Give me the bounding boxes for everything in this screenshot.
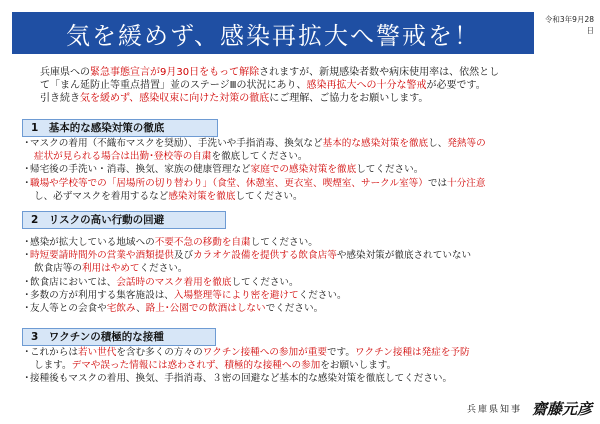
bullet-point: ・ — [22, 138, 32, 149]
emphasis-text: 基本的な感染対策を徹底 — [322, 138, 429, 149]
body-text: これからは — [30, 347, 78, 358]
body-text: を徹底してください。 — [211, 151, 308, 163]
emphasis-text: 家庭での感染対策を徹底 — [250, 164, 357, 176]
emphasis-text: 会話時のマスク着用を徹底 — [116, 276, 232, 288]
list-item — [22, 137, 592, 150]
body-text: 多数の方が利用する集客施設は、 — [30, 289, 174, 301]
body-text: してください。 — [231, 276, 299, 288]
body-text: をお願いします。 — [320, 360, 397, 372]
bullet-point: ・ — [22, 373, 32, 385]
issue-date: 令和3年9月28日 — [544, 15, 594, 35]
body-text: でください。 — [265, 303, 324, 315]
list-item — [22, 177, 592, 190]
list-item — [22, 236, 592, 249]
list-item — [22, 302, 592, 315]
bullet-point: ・ — [22, 250, 32, 262]
emphasis-text: 症状が見られる場合は出勤･登校等の自粛 — [34, 151, 212, 163]
body-text: してください。 — [235, 190, 303, 202]
governor-title: 兵庫県知事 — [466, 404, 522, 415]
emphasis-text: 若い世代 — [77, 347, 117, 358]
section-heading-avoid-risk: 2 リスクの高い行動の回避 — [22, 211, 226, 229]
body-text: 感染が拡大している地域への — [30, 237, 155, 248]
list-item — [22, 249, 592, 262]
body-text: では — [427, 177, 448, 189]
emphasis-text: カラオケ設備を提供する飲食店等 — [193, 250, 337, 262]
body-text: マスクの着用（不織布マスクを奨励）、手洗いや手指消毒、換気など — [30, 138, 323, 149]
intro-paragraph — [40, 66, 590, 105]
body-text: してください。 — [356, 164, 424, 176]
emphasis-text: 発熱等の — [447, 138, 486, 149]
emphasis-text: 十分注意 — [447, 177, 486, 189]
list-item — [22, 276, 592, 289]
emphasis-text: 気を緩めず、感染収束に向けた対策の徹底 — [80, 93, 270, 104]
bullet-point: ・ — [22, 237, 32, 248]
body-text: 兵庫県への — [40, 67, 90, 78]
list-item — [22, 372, 592, 385]
intro-line — [40, 79, 590, 92]
bullet-point: ・ — [22, 303, 32, 315]
body-text: が必要です。 — [426, 80, 486, 91]
body-text: や感染対策が徹底されていない — [336, 250, 472, 262]
bullet-point: ・ — [22, 164, 32, 176]
section-basic-measures-list — [22, 137, 592, 203]
emphasis-text: 宅飲み — [106, 303, 137, 315]
emphasis-text: 職場や学校等での「居場所の切り替わり」（食堂、休憩室、更衣室、喫煙室、サークル室等） — [30, 177, 428, 189]
body-text: にご理解、ご協力をお願いします。 — [269, 93, 429, 104]
list-item — [22, 289, 592, 302]
body-text: 飲食店においては、 — [30, 276, 117, 288]
bullet-point: ・ — [22, 289, 32, 301]
emphasis-text: 入場整理等により密を避けて — [173, 289, 299, 301]
body-text: 及び — [173, 250, 194, 262]
list-item — [22, 359, 592, 372]
section-avoid-risk-list — [22, 236, 592, 315]
body-text: 接種後もマスクの着用、換気、手指消毒、３密の回避など基本的な感染対策を徹底してください。 — [30, 373, 453, 385]
intro-line — [40, 92, 590, 105]
section-heading-vaccination: 3 ワクチンの積極的な接種 — [22, 328, 216, 346]
body-text: 引き続き — [40, 93, 80, 104]
body-text: です。 — [326, 347, 355, 358]
emphasis-text: ワクチン接種への参加が重要 — [202, 347, 327, 358]
body-text: て「まん延防止等重点措置」並のステージⅢの状況にあり、 — [40, 80, 307, 91]
body-text: ください。 — [298, 289, 347, 301]
list-item — [22, 262, 592, 275]
body-text: 、 — [136, 303, 146, 315]
body-text: されますが、新規感染者数や病床使用率は、依然とし — [259, 67, 500, 78]
section-vaccination-list — [22, 346, 592, 386]
intro-line — [40, 66, 590, 79]
emphasis-text: 路上･公園での飲酒はしない — [145, 303, 266, 315]
list-item — [22, 163, 592, 176]
body-text: 友人等との会食や — [30, 303, 107, 315]
emphasis-text: 不要不急の移動を自粛 — [154, 237, 251, 248]
list-item — [22, 190, 592, 203]
governor-signature: 齋藤元彦 — [531, 399, 592, 418]
emphasis-text: 時短要請時間外の営業や酒類提供 — [30, 250, 174, 262]
emphasis-text: 感染対策を徹底 — [168, 190, 236, 202]
emphasis-text: 緊急事態宣言が9月30日をもって解除 — [90, 67, 260, 78]
body-text: 飲食店等の — [34, 263, 82, 275]
body-text: 帰宅後の手洗い・消毒、換気、家族の健康管理など — [30, 164, 251, 176]
section-heading-basic-measures: 1 基本的な感染対策の徹底 — [22, 119, 218, 137]
body-text: を含む多くの方々の — [116, 347, 203, 358]
emphasis-text: ワクチン接種は発症を予防 — [354, 347, 470, 358]
bullet-point: ・ — [22, 347, 32, 358]
bullet-point: ・ — [22, 177, 32, 189]
emphasis-text: 利用はやめて — [81, 263, 140, 275]
bullet-point: ・ — [22, 276, 32, 288]
list-item — [22, 346, 592, 359]
banner-title: 気を緩めず、感染再拡大へ警戒を！ — [12, 12, 534, 54]
body-text: し、 — [428, 138, 448, 149]
emphasis-text: デマや誤った情報には惑わされず、積極的な接種への参加 — [71, 360, 321, 372]
body-text: ください。 — [139, 263, 188, 275]
body-text: します。 — [34, 360, 72, 372]
list-item — [22, 150, 592, 163]
signature-block — [452, 398, 592, 418]
body-text: し、必ずマスクを着用するなど — [34, 190, 169, 202]
body-text: してください。 — [250, 237, 318, 248]
emphasis-text: 感染再拡大への十分な警戒 — [306, 80, 427, 91]
